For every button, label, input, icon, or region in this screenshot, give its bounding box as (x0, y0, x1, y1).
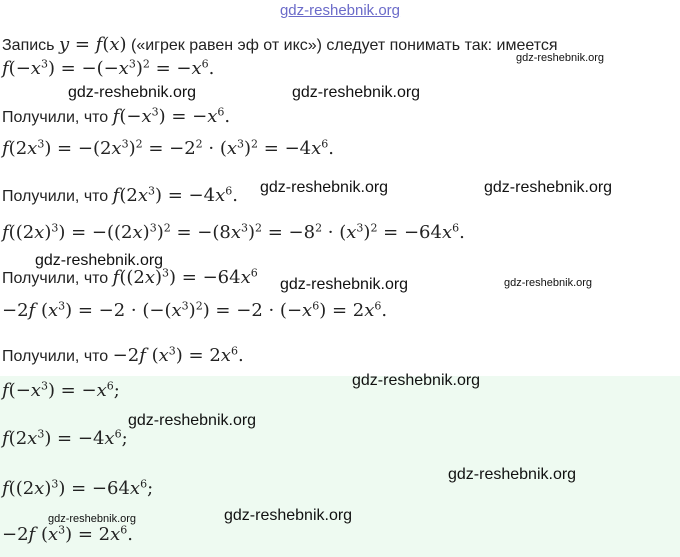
watermark: gdz-reshebnik.org (224, 507, 353, 524)
result-line-3 (2, 267, 258, 288)
watermark: gdz-reshebnik.org (68, 84, 197, 101)
result-line-2 (2, 185, 238, 206)
formula-2x3: $f(2x^3) = -(2x^3)^2 = -2^2 \cdot (x^3)^2 = -4x^6$. (2, 137, 334, 159)
formula-2x-cubed: $f((2x)^3) = -((2x)^3)^2 = -(8x^3)^2 = -8^2 \cdot (x^3)^2 = -64x^6$. (2, 221, 465, 243)
answer-1: $f(-x^3) = -x^6$; (2, 379, 120, 401)
answer-4: −2f $(x^3) = 2x^6$. (2, 523, 134, 545)
result-label-4: Получили, что (2, 348, 113, 365)
watermark: gdz-reshebnik.org (504, 277, 593, 289)
watermark: gdz-reshebnik.org (352, 372, 481, 389)
header-watermark-link[interactable]: gdz-reshebnik.org (279, 2, 401, 19)
intro-after: («игрек равен эф от икс») следует понимать так: имеется (126, 37, 558, 54)
result-formula-3: $f((2x)^3) = -64x^6$ (112, 266, 258, 288)
intro-before: Запись (2, 37, 59, 54)
watermark: gdz-reshebnik.org (448, 466, 577, 483)
result-label-2: Получили, что (2, 188, 113, 205)
answer-3: $f((2x)^3) = -64x^6$; (2, 477, 154, 499)
watermark: gdz-reshebnik.org (35, 252, 164, 269)
result-label-1: Получили, что (2, 109, 113, 126)
formula-definition: $f(-x^3) = -(-x^3)^2 = -x^6$. (2, 57, 215, 79)
watermark: gdz-reshebnik.org (260, 179, 389, 196)
watermark: gdz-reshebnik.org (280, 276, 409, 293)
intro-formula: y = f(x) (58, 34, 127, 55)
formula-minus-2f: −2f $(x^3) = -2 \cdot (-(x^3)^2) = -2 \cdot (-x^6) = 2x^6$. (2, 299, 388, 321)
watermark: gdz-reshebnik.org (48, 513, 137, 525)
watermark: gdz-reshebnik.org (516, 52, 605, 64)
result-label-3: Получили, что (2, 270, 113, 287)
answer-2: $f(2x^3) = -4x^6$; (2, 427, 128, 449)
result-line-1 (2, 106, 230, 127)
intro-text (2, 34, 558, 55)
result-formula-4: −2f $(x^3) = 2x^6$. (112, 344, 244, 366)
watermark: gdz-reshebnik.org (484, 179, 613, 196)
result-formula-2: $f(2x^3) = -4x^6$. (112, 184, 238, 206)
watermark: gdz-reshebnik.org (292, 84, 421, 101)
result-line-4 (2, 345, 244, 366)
result-formula-1: $f(-x^3) = -x^6$. (112, 105, 231, 127)
watermark: gdz-reshebnik.org (128, 412, 257, 429)
